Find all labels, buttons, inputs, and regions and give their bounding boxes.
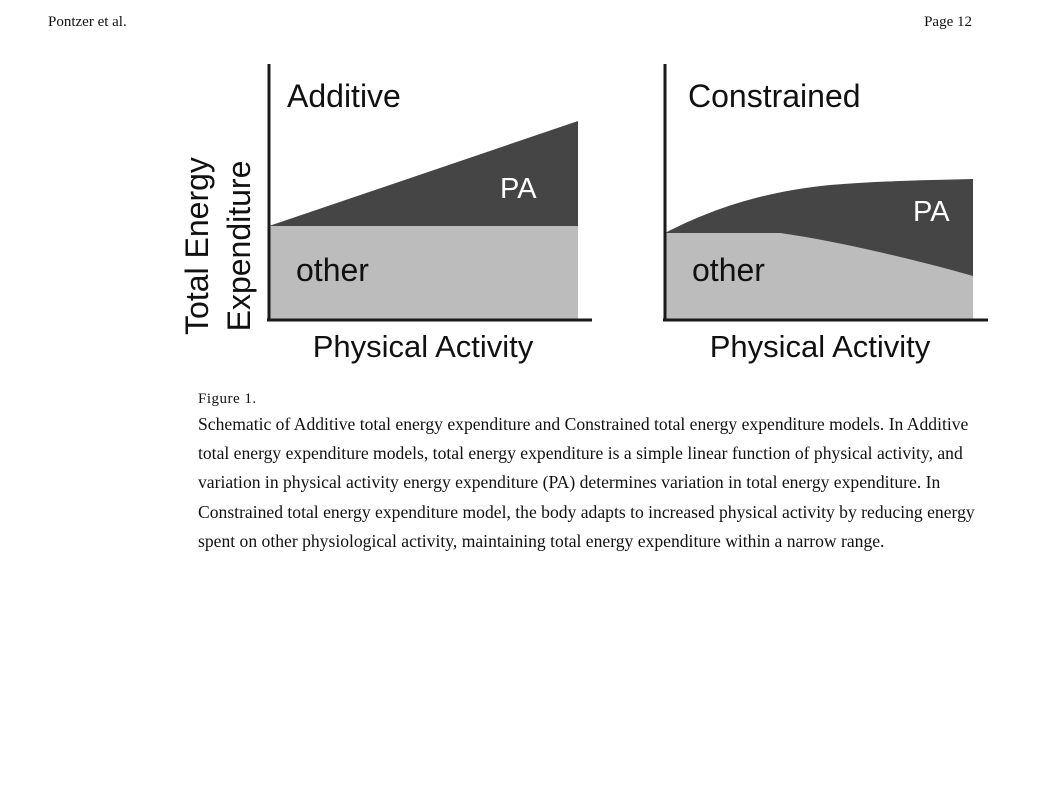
y-axis-label-line1: Total Energy [179, 157, 215, 335]
constrained-x-axis-label: Physical Activity [709, 329, 931, 364]
additive-x-axis-label: Physical Activity [312, 329, 534, 364]
figure-caption [198, 391, 978, 556]
schematic-figure [170, 58, 1010, 378]
panel-constrained [663, 64, 988, 364]
additive-pa-label: PA [500, 173, 537, 205]
additive-title: Additive [287, 78, 401, 114]
figure-label: Figure 1. [198, 391, 257, 407]
constrained-pa-label: PA [913, 196, 950, 228]
figure-caption-text: Schematic of Additive total energy expenditure and Constrained total energy expenditure models. In Additive total energy expenditure models, total energy expenditure is a simple linear function of physical activity, and variation in physical activity energy expenditure (PA) determines variation in total energy expenditure. In Constrained total energy expenditure model, the body adapts to increased physical activity by reducing energy spent on other physiological activity, maintaining total energy expenditure within a narrow range. [198, 414, 975, 551]
y-axis-label-line2: Expenditure [221, 160, 257, 332]
constrained-other-label: other [692, 252, 765, 288]
running-header-authors: Pontzer et al. [48, 14, 127, 30]
constrained-title: Constrained [688, 78, 861, 114]
page-number: Page 12 [924, 14, 972, 30]
figure-1 [170, 58, 1010, 378]
panel-additive [267, 64, 592, 364]
additive-other-label: other [296, 252, 369, 288]
y-axis-label [179, 157, 257, 335]
